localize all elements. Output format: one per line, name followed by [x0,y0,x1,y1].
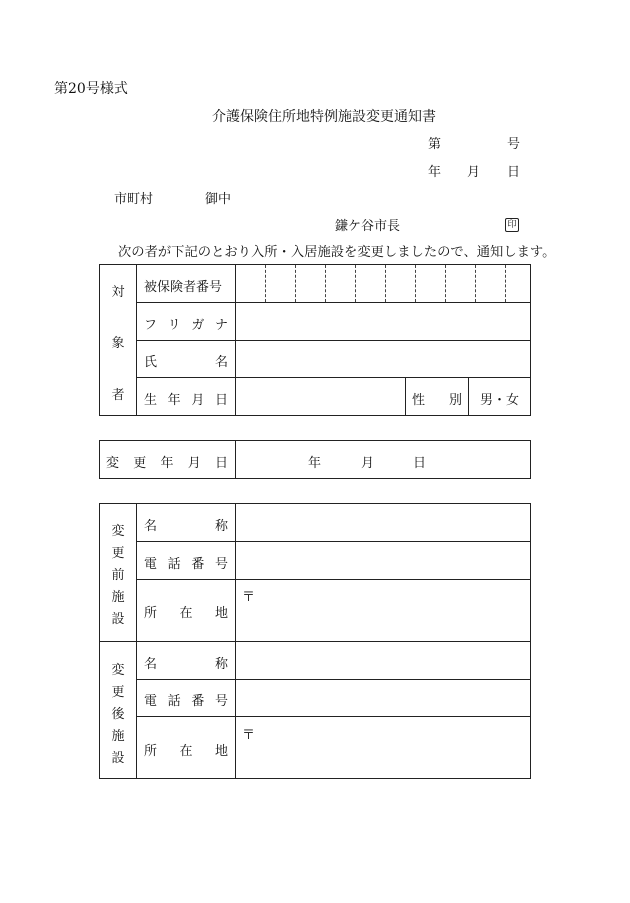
seal-mark: 印 [505,218,519,232]
birthdate-label: 生 年 月 日 [144,393,228,408]
furigana-label: フ リ ガ ナ [144,318,228,333]
change-month: 月 [361,456,375,471]
before-phone-label: 電 話 番 号 [144,557,228,572]
section-char: 象 [111,336,125,351]
section-char: 者 [111,388,125,403]
section-char: 施 [111,729,125,744]
sex-label: 性 別 [412,393,462,408]
section-char: 対 [111,285,125,300]
section-char: 更 [111,546,125,561]
form-number: 第20号様式 [54,81,128,97]
postal-mark-icon: 〒 [242,590,256,605]
section-char: 設 [111,751,125,766]
sender-name: 鎌ケ谷市長 [335,219,401,234]
number-prefix: 第 [428,137,442,152]
section-char: 前 [111,568,125,583]
change-date-label: 変 更 年 月 日 [106,456,228,471]
number-suffix: 号 [507,137,521,152]
postal-mark-icon: 〒 [242,728,256,743]
name-label: 氏 名 [144,355,228,370]
intro-text: 次の者が下記のとおり入所・入居施設を変更しましたので、通知します。 [118,245,556,260]
facility-table [99,503,531,779]
sender-seal-icon [505,216,519,232]
document-title: 介護保険住所地特例施設変更通知書 [212,109,436,125]
section-char: 設 [111,612,125,627]
change-date-table [99,440,531,479]
after-address-label: 所 在 地 [144,744,228,759]
change-year: 年 [308,456,322,471]
before-name-label: 名 称 [144,519,228,534]
after-phone-label: 電 話 番 号 [144,694,228,709]
section-char: 変 [111,663,125,678]
section-char: 後 [111,707,125,722]
subject-table [99,264,531,416]
addressee-name: 市町村 [114,192,154,207]
addressee-honorific: 御中 [205,192,232,207]
sex-value: 男・女 [480,393,520,408]
section-char: 変 [111,524,125,539]
section-char: 施 [111,590,125,605]
date-year: 年 [428,165,442,180]
before-address-label: 所 在 地 [144,606,228,621]
insured-number-label: 被保険者番号 [144,280,223,295]
after-name-label: 名 称 [144,657,228,672]
date-month: 月 [467,165,481,180]
change-day: 日 [413,456,427,471]
section-char: 更 [111,685,125,700]
date-day: 日 [507,165,521,180]
